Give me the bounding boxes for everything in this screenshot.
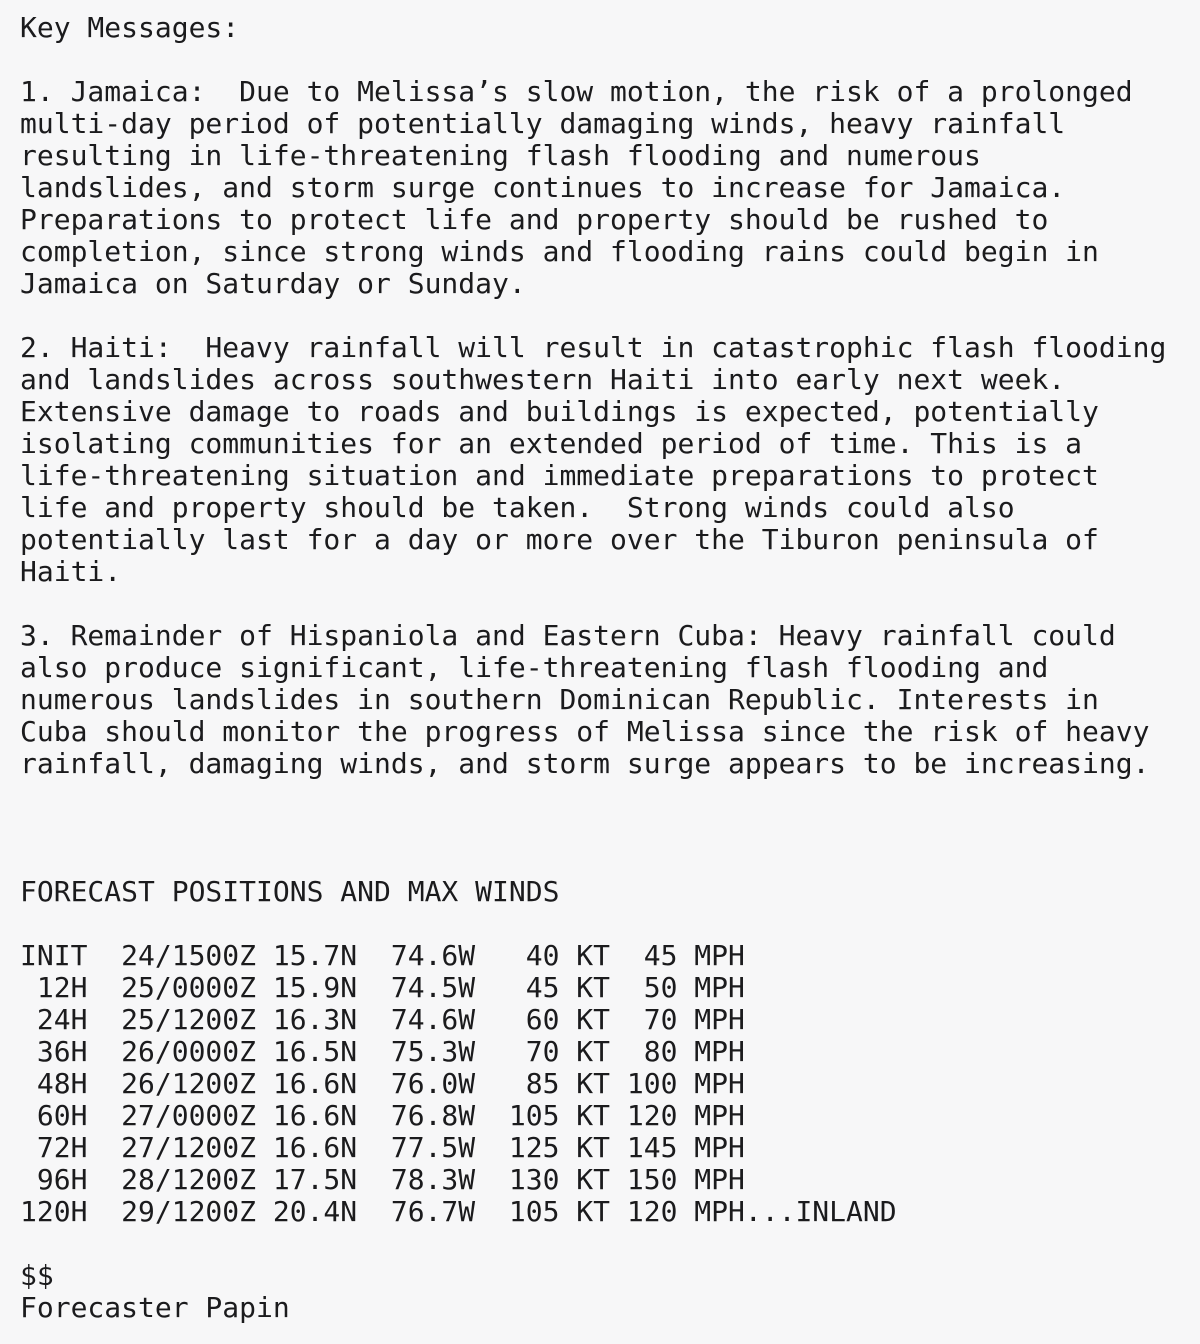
text-line: life-threatening situation and immediate preparations to protect xyxy=(20,459,1099,492)
forecast-row-96h: 96H 28/1200Z 17.5N 78.3W 130 KT 150 MPH xyxy=(20,1163,745,1196)
blank-line xyxy=(20,1228,1190,1260)
text-line: landslides, and storm surge continues to increase for Jamaica. xyxy=(20,171,1066,204)
forecast-row-72h: 72H 27/1200Z 16.6N 77.5W 125 KT 145 MPH xyxy=(20,1131,745,1164)
text-line: Haiti. xyxy=(20,555,122,588)
forecast-row-120h: 120H 29/1200Z 20.4N 76.7W 105 KT 120 MPH...INLAND xyxy=(20,1195,897,1228)
key-message-hispaniola-cuba xyxy=(20,620,1190,780)
blank-line xyxy=(20,908,1190,940)
forecast-section-heading: FORECAST POSITIONS AND MAX WINDS xyxy=(20,875,560,908)
forecast-row-48h: 48H 26/1200Z 16.6N 76.0W 85 KT 100 MPH xyxy=(20,1067,745,1100)
text-line: Cuba should monitor the progress of Melissa since the risk of heavy xyxy=(20,715,1150,748)
text-line: life and property should be taken. Strong winds could also xyxy=(20,491,1015,524)
text-line: 3. Remainder of Hispaniola and Eastern Cuba: Heavy rainfall could xyxy=(20,619,1116,652)
text-line: rainfall, damaging winds, and storm surge appears to be increasing. xyxy=(20,747,1150,780)
forecast-table xyxy=(20,940,1190,1228)
text-line: isolating communities for an extended period of time. This is a xyxy=(20,427,1083,460)
blank-line xyxy=(20,44,1190,76)
text-line: numerous landslides in southern Dominican Republic. Interests in xyxy=(20,683,1099,716)
blank-line xyxy=(20,300,1190,332)
forecaster-signature: Forecaster Papin xyxy=(20,1291,290,1324)
text-line: also produce significant, life-threatening flash flooding and xyxy=(20,651,1049,684)
forecast-row-init: INIT 24/1500Z 15.7N 74.6W 40 KT 45 MPH xyxy=(20,939,745,972)
blank-line xyxy=(20,588,1190,620)
text-line: and landslides across southwestern Haiti into early next week. xyxy=(20,363,1066,396)
text-line: multi-day period of potentially damaging winds, heavy rainfall xyxy=(20,107,1066,140)
forecast-row-60h: 60H 27/0000Z 16.6N 76.8W 105 KT 120 MPH xyxy=(20,1099,745,1132)
forecast-row-24h: 24H 25/1200Z 16.3N 74.6W 60 KT 70 MPH xyxy=(20,1003,745,1036)
text-line: 2. Haiti: Heavy rainfall will result in catastrophic flash flooding xyxy=(20,331,1167,364)
blank-lines xyxy=(20,780,1190,876)
text-line: 1. Jamaica: Due to Melissa’s slow motion, the risk of a prolonged xyxy=(20,75,1133,108)
end-delimiter: $$ xyxy=(20,1259,54,1292)
product-footer xyxy=(20,1260,1190,1324)
forecast-row-36h: 36H 26/0000Z 16.5N 75.3W 70 KT 80 MPH xyxy=(20,1035,745,1068)
page-title: Key Messages: xyxy=(20,11,240,44)
forecast-row-12h: 12H 25/0000Z 15.9N 74.5W 45 KT 50 MPH xyxy=(20,971,745,1004)
text-line: resulting in life-threatening flash flooding and numerous xyxy=(20,139,981,172)
key-message-jamaica xyxy=(20,76,1190,300)
text-line: potentially last for a day or more over the Tiburon peninsula of xyxy=(20,523,1099,556)
text-line: Extensive damage to roads and buildings is expected, potentially xyxy=(20,395,1099,428)
text-line: completion, since strong winds and flooding rains could begin in xyxy=(20,235,1099,268)
key-message-haiti xyxy=(20,332,1190,588)
text-line: Jamaica on Saturday or Sunday. xyxy=(20,267,526,300)
text-line: Preparations to protect life and property should be rushed to xyxy=(20,203,1049,236)
